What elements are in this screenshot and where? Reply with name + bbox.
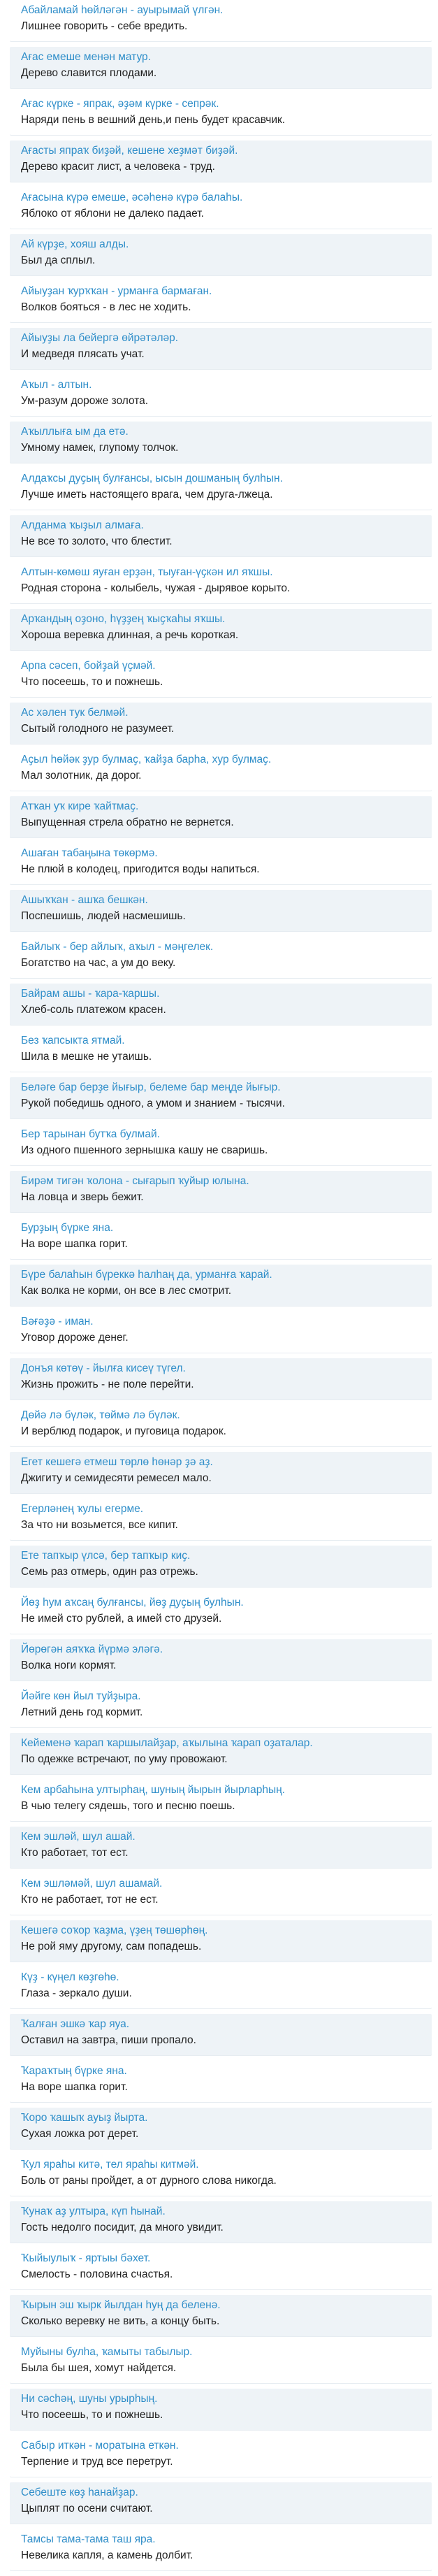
proverb-card <box>10 2482 432 2524</box>
russian-translation: В чью телегу сядешь, того и песню поешь. <box>21 1800 235 1812</box>
proverb-card <box>10 234 432 276</box>
proverb-card <box>10 2014 432 2056</box>
proverb-card <box>10 937 432 979</box>
bashkir-proverb: Аҡыллыға ым да етә. <box>21 426 129 438</box>
proverb-card <box>10 562 432 604</box>
russian-translation: Жизнь прожить - не поле перейти. <box>21 1379 194 1390</box>
bashkir-proverb: Ағасты япраҡ биҙәй, кешене хеҙмәт биҙәй. <box>21 145 238 157</box>
proverb-card <box>10 1733 432 1775</box>
russian-translation: Гость недолго посидит, да много увидит. <box>21 2222 224 2233</box>
bashkir-proverb: Атҡан уҡ кире ҡайтмаҫ. <box>21 800 139 812</box>
proverb-card <box>10 1124 432 1166</box>
bashkir-proverb: Ҡырын эш ҡырк йылдан һуң да беленә. <box>21 2299 221 2311</box>
proverb-card <box>10 1967 432 2009</box>
russian-translation: Волка ноги кормят. <box>21 1660 117 1671</box>
russian-translation: Глаза - зеркало души. <box>21 1987 132 1999</box>
proverb-card <box>10 515 432 557</box>
bashkir-proverb: Дөйә лә бүләк, төймә лә бүләк. <box>21 1409 180 1421</box>
bashkir-proverb: Ҡул яраһы китә, тел яраһы китмәй. <box>21 2159 199 2171</box>
proverb-card <box>10 2529 432 2571</box>
proverb-card <box>10 1827 432 1869</box>
bashkir-proverb: Ашыҡҡан - ашҡа бешкән. <box>21 894 148 906</box>
russian-translation: На воре шапка горит. <box>21 1238 128 1250</box>
proverb-card <box>10 843 432 885</box>
proverb-card <box>10 2061 432 2103</box>
russian-translation: Была бы шея, хомут найдется. <box>21 2362 177 2374</box>
bashkir-proverb: Кейеменә ҡарап ҡаршылайҙар, аҡылына ҡарап оҙаталар. <box>21 1737 313 1749</box>
proverb-card <box>10 1077 432 1119</box>
bashkir-proverb: Йәйге көн йыл туйҙыра. <box>21 1690 141 1702</box>
russian-translation: Терпение и труд все перетрут. <box>21 2456 173 2468</box>
proverb-card <box>10 422 432 463</box>
proverb-card <box>10 468 432 510</box>
proverb-card <box>10 1265 432 1307</box>
russian-translation: Джигиту и семидесяти ремесел мало. <box>21 1472 212 1484</box>
bashkir-proverb: Йөҙ һум аҡсаң булғансы, йөҙ дуҫың булһын. <box>21 1597 244 1609</box>
bashkir-proverb: Кешегә соҡор ҡаҙма, үҙең төшөрһөң. <box>21 1924 208 1936</box>
proverb-card <box>10 187 432 229</box>
russian-translation: Не имей сто рублей, а имей сто друзей. <box>21 1613 222 1625</box>
russian-translation: Наряди пень в вешний день,и пень будет красавчик. <box>21 114 286 126</box>
bashkir-proverb: Аҫыл һөйәк ҙур булмаҫ, ҡайҙа барһа, хур булмаҫ. <box>21 754 272 765</box>
russian-translation: Кто не работает, тот не ест. <box>21 1894 159 1906</box>
russian-translation: Летний день год кормит. <box>21 1706 143 1718</box>
bashkir-proverb: Бирәм тигән ҡолона - сығарып ҡуйыр юлына. <box>21 1175 249 1187</box>
proverb-card <box>10 328 432 370</box>
proverb-card <box>10 1030 432 1072</box>
bashkir-proverb: Байрам ашы - ҡара-ҡаршы. <box>21 988 160 1000</box>
russian-translation: Из одного пшенного зернышка кашу не сваришь. <box>21 1144 268 1156</box>
proverb-card <box>10 1452 432 1494</box>
bashkir-proverb: Аҡыл - алтын. <box>21 379 92 391</box>
russian-translation: Боль от раны пройдет, а от дурного слова никогда. <box>21 2175 277 2187</box>
proverb-card <box>10 796 432 838</box>
proverb-card <box>10 2295 432 2337</box>
proverb-card <box>10 2108 432 2150</box>
russian-translation: Дерево славится плодами. <box>21 67 157 79</box>
bashkir-proverb: Абайламай һөйләгән - ауырымай үлгән. <box>21 4 224 16</box>
proverb-card <box>10 1499 432 1541</box>
proverb-card <box>10 1358 432 1400</box>
russian-translation: Смелость - половина счастья. <box>21 2268 173 2280</box>
russian-translation: Как волка не корми, он все в лес смотрит. <box>21 1285 232 1297</box>
bashkir-proverb: Ай күрҙе, хояш алды. <box>21 238 129 250</box>
bashkir-proverb: Арпа сәсеп, бойҙай үҫмәй. <box>21 660 156 672</box>
russian-translation: Поспешишь, людей насмешишь. <box>21 910 186 922</box>
proverb-card <box>10 47 432 89</box>
russian-translation: Умному намек, глупому толчок. <box>21 442 179 454</box>
russian-translation: Родная сторона - колыбель, чужая - дырявое корыто. <box>21 582 291 594</box>
bashkir-proverb: Ҡыйыулыҡ - яртыы бәхет. <box>21 2252 151 2264</box>
bashkir-proverb: Вәғәҙә - иман. <box>21 1316 94 1327</box>
proverb-card <box>10 1920 432 1962</box>
russian-translation: Мал золотник, да дорог. <box>21 770 142 782</box>
proverb-card <box>10 1218 432 1260</box>
proverb-card <box>10 1405 432 1447</box>
proverb-card <box>10 1639 432 1681</box>
russian-translation: Лучше иметь настоящего врага, чем друга-лжеца. <box>21 489 273 501</box>
russian-translation: Был да сплыл. <box>21 254 96 266</box>
bashkir-proverb: Сабыр иткән - моратына еткән. <box>21 2440 179 2452</box>
proverb-card <box>10 2248 432 2290</box>
bashkir-proverb: Айыуҙы ла бейергә өйрәтәләр. <box>21 332 179 344</box>
russian-translation: Яблоко от яблони не далеко падает. <box>21 208 204 220</box>
russian-translation: Сухая ложка рот дерет. <box>21 2128 139 2140</box>
proverb-card <box>10 2342 432 2384</box>
russian-translation: На ловца и зверь бежит. <box>21 1191 144 1203</box>
bashkir-proverb: Ҡалған эшкә ҡар яуа. <box>21 2018 130 2030</box>
bashkir-proverb: Ашаған табаңына төкөрмә. <box>21 847 158 859</box>
russian-translation: Что посеешь, то и пожнешь. <box>21 2409 163 2421</box>
bashkir-proverb: Себеште көҙ һанайҙар. <box>21 2487 138 2498</box>
bashkir-proverb: Бүре балаһын бүреккә һалһаң да, урманға ҡарай. <box>21 1269 272 1281</box>
proverb-card <box>10 1311 432 1353</box>
russian-translation: Кто работает, тот ест. <box>21 1847 129 1859</box>
bashkir-proverb: Без ҡапсыкта ятмай. <box>21 1035 125 1046</box>
proverb-card <box>10 2389 432 2431</box>
russian-translation: Не плюй в колодец, пригодится воды напиться. <box>21 863 260 875</box>
bashkir-proverb: Күҙ - күңел көҙгөһө. <box>21 1971 119 1983</box>
bashkir-proverb: Кем арбаһына ултырһаң, шуның йырын йырларһың. <box>21 1784 285 1796</box>
bashkir-proverb: Алдаҡсы дуҫың булғансы, ысын дошманың булһын. <box>21 473 283 484</box>
proverb-card <box>10 703 432 744</box>
russian-translation: Семь раз отмерь, один раз отрежь. <box>21 1566 198 1578</box>
proverb-card <box>10 984 432 1026</box>
bashkir-proverb: Ете тапҡыр үлсә, бер тапҡыр киҫ. <box>21 1550 191 1562</box>
bashkir-proverb: Ҡоро ҡашыҡ ауыҙ йырта. <box>21 2112 148 2124</box>
proverb-card <box>10 94 432 136</box>
russian-translation: Хороша веревка длинная, а речь короткая. <box>21 629 239 641</box>
bashkir-proverb: Ағасына күрә емеше, әсәһенә күрә балаһы. <box>21 192 243 203</box>
russian-translation: И медведя плясать учат. <box>21 348 145 360</box>
proverb-card <box>10 281 432 323</box>
russian-translation: Дерево красит лист, а человека - труд. <box>21 161 215 173</box>
russian-translation: За что ни возьмется, все кипит. <box>21 1519 178 1531</box>
bashkir-proverb: Бер тарынан бутҡа булмай. <box>21 1128 160 1140</box>
proverb-card <box>10 749 432 791</box>
bashkir-proverb: Арҡандың оҙоно, һүҙҙең ҡыҫҡаһы яҡшы. <box>21 613 226 625</box>
proverb-card <box>10 1780 432 1822</box>
proverb-card <box>10 0 432 42</box>
bashkir-proverb: Донъя көтөү - йылға кисеү түгел. <box>21 1362 186 1374</box>
bashkir-proverb: Бурҙың бүрке яна. <box>21 1222 114 1234</box>
russian-translation: Уговор дороже денег. <box>21 1332 129 1344</box>
russian-translation: Ум-разум дороже золота. <box>21 395 149 407</box>
russian-translation: Шила в мешке не утаишь. <box>21 1051 152 1063</box>
russian-translation: Невелика капля, а камень долбит. <box>21 2549 194 2561</box>
bashkir-proverb: Йөрөгән аяҡҡа йүрмә эләгә. <box>21 1643 163 1655</box>
bashkir-proverb: Алданма ҡыҙыл алмаға. <box>21 519 144 531</box>
proverb-card <box>10 141 432 182</box>
proverb-card <box>10 1592 432 1634</box>
proverb-card <box>10 890 432 932</box>
bashkir-proverb: Муйыны булһа, ҡамыты табылыр. <box>21 2346 193 2358</box>
bashkir-proverb: Кем эшләй, шул ашай. <box>21 1831 136 1843</box>
proverb-card <box>10 375 432 417</box>
bashkir-proverb: Алтын-көмөш яуған ерҙән, тыуған-үҫкән ил яҡшы. <box>21 566 273 578</box>
proverb-card <box>10 1873 432 1915</box>
bashkir-proverb: Беләге бар берҙе йығыр, белеме бар меңде йығыр. <box>21 1081 281 1093</box>
bashkir-proverb: Кем эшләмәй, шул ашамай. <box>21 1878 163 1890</box>
russian-translation: Волков бояться - в лес не ходить. <box>21 301 191 313</box>
russian-translation: Выпущенная стрела обратно не вернется. <box>21 816 234 828</box>
bashkir-proverb: Егет кешегә етмеш төрлө һөнәр ҙә аҙ. <box>21 1456 213 1468</box>
bashkir-proverb: Ағас емеше менән матур. <box>21 51 151 63</box>
bashkir-proverb: Ҡараҡтың бүрке яна. <box>21 2065 127 2077</box>
russian-translation: И верблюд подарок, и пуговица подарок. <box>21 1425 226 1437</box>
russian-translation: Что посеешь, то и пожнешь. <box>21 676 163 688</box>
bashkir-proverb: Байлыҡ - бер айлыҡ, аҡыл - мәңгелек. <box>21 941 214 953</box>
russian-translation: Не рой яму другому, сам попадешь. <box>21 1941 202 1952</box>
russian-translation: Рукой победишь одного, а умом и знанием - тысячи. <box>21 1098 285 1109</box>
russian-translation: На воре шапка горит. <box>21 2081 128 2093</box>
bashkir-proverb: Айыуҙан ҡурҡҡан - урманға бармаған. <box>21 285 212 297</box>
russian-translation: Сколько веревку не вить, а концу быть. <box>21 2315 220 2327</box>
proverb-card <box>10 1171 432 1213</box>
proverb-card <box>10 2154 432 2196</box>
russian-translation: Оставил на завтра, пиши пропало. <box>21 2034 196 2046</box>
proverb-card <box>10 609 432 651</box>
russian-translation: Цыплят по осени считают. <box>21 2503 153 2514</box>
bashkir-proverb: Ҡунаҡ аҙ ултыра, күп һынай. <box>21 2206 166 2217</box>
proverb-card <box>10 2435 432 2477</box>
bashkir-proverb: Ағас күрке - япрак, әҙәм күрке - сепрәк. <box>21 98 219 110</box>
proverb-card <box>10 1686 432 1728</box>
proverb-card <box>10 656 432 698</box>
russian-translation: Богатство на час, а ум до веку. <box>21 957 176 969</box>
russian-translation: По одежке встречают, по уму провожают. <box>21 1753 228 1765</box>
proverb-card <box>10 2201 432 2243</box>
russian-translation: Не все то золото, что блестит. <box>21 535 173 547</box>
proverb-card <box>10 1546 432 1588</box>
bashkir-proverb: Егерләнең ҡулы егерме. <box>21 1503 144 1515</box>
russian-translation: Сытый голодного не разумеет. <box>21 723 175 735</box>
russian-translation: Хлеб-соль платежом красен. <box>21 1004 166 1016</box>
russian-translation: Лишнее говорить - себе вредить. <box>21 20 188 32</box>
bashkir-proverb: Ни сәсһәң, шуны урырһың. <box>21 2393 158 2405</box>
bashkir-proverb: Ас хәлен тук белмәй. <box>21 707 129 719</box>
bashkir-proverb: Тамсы тама-тама таш яра. <box>21 2533 156 2545</box>
